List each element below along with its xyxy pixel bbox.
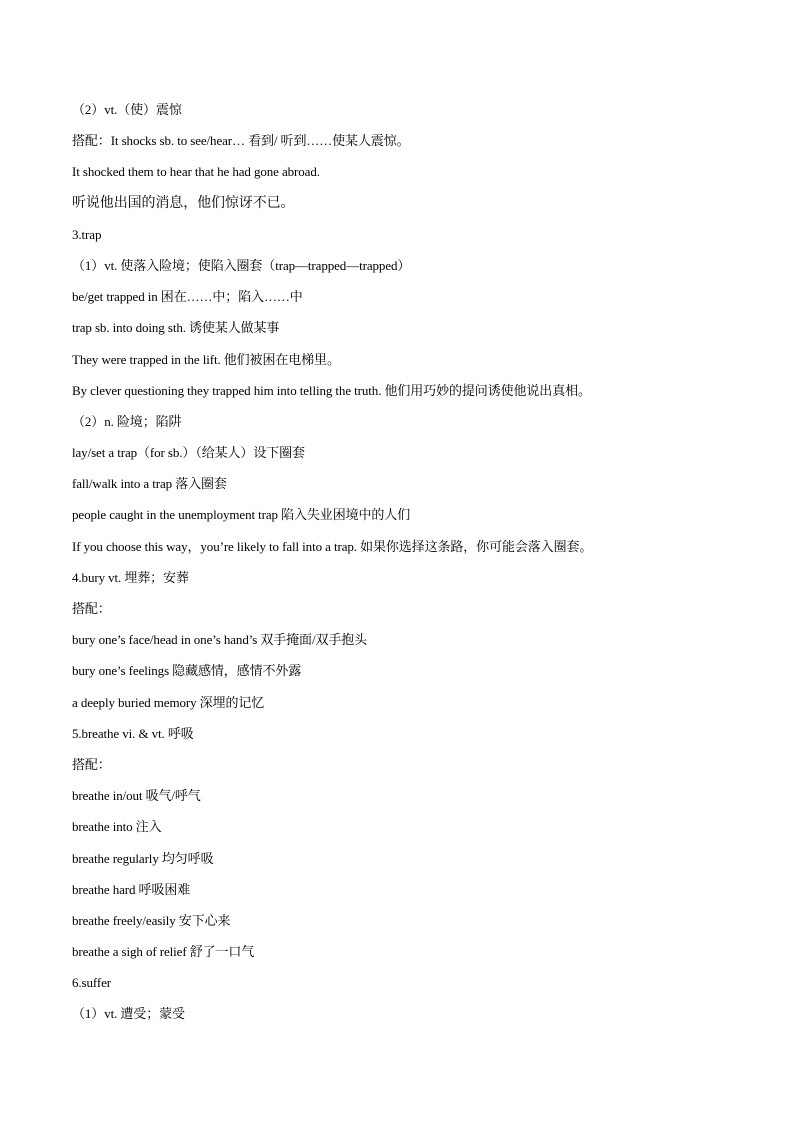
phrase-line: people caught in the unemployment trap 陷入失业困境中的人们 — [72, 507, 411, 523]
phrase-line: bury one’s feelings 隐藏感情，感情不外露 — [72, 663, 302, 679]
collocation-line: 搭配：It shocks sb. to see/hear… 看到/ 听到……使某人震惊。 — [72, 133, 410, 149]
sense-heading: （1）vt. 使落入险境；使陷入圈套（trap—trapped—trapped） — [72, 257, 411, 273]
phrase-line: breathe freely/easily 安下心来 — [72, 912, 231, 928]
collocation-label: 搭配： — [72, 601, 111, 616]
phrase-line: breathe in/out 吸气/呼气 — [72, 788, 201, 804]
example-sentence: It shocked them to hear that he had gone abroad. — [72, 164, 320, 180]
phrase-line: breathe a sigh of relief 舒了一口气 — [72, 944, 255, 960]
phrase-line: be/get trapped in 困在……中；陷入……中 — [72, 289, 303, 305]
example-sentence: If you choose this way，you’re likely to fall into a trap. 如果你选择这条路，你可能会落入圈套。 — [72, 538, 593, 554]
phrase-line: breathe hard 呼吸困难 — [72, 881, 191, 897]
phrase-line: breathe regularly 均匀呼吸 — [72, 850, 214, 866]
phrase-line: a deeply buried memory 深埋的记忆 — [72, 694, 265, 710]
sense-heading: （2）n. 险境；陷阱 — [72, 413, 182, 429]
phrase-line: breathe into 注入 — [72, 819, 162, 835]
text-body — [72, 99, 762, 1035]
example-sentence: By clever questioning they trapped him into telling the truth. 他们用巧妙的提问诱使他说出真相。 — [72, 382, 591, 398]
collocation-label: 搭配： — [72, 756, 111, 772]
example-translation: 听说他出国的消息，他们惊讶不已。 — [72, 195, 295, 211]
phrase-line: lay/set a trap（for sb.）（给某人）设下圈套 — [72, 445, 305, 461]
example-sentence: They were trapped in the lift. 他们被困在电梯里。 — [72, 351, 340, 367]
entry-heading-bury: 4.bury vt. 埋葬；安葬 — [72, 569, 189, 585]
entry-heading-trap: 3.trap — [72, 226, 102, 242]
entry-heading-breathe: 5.breathe vi. & vt. 呼吸 — [72, 725, 194, 741]
sense-heading: （1）vt. 遭受；蒙受 — [72, 1006, 185, 1022]
sense-heading: （2）vt.（使）震惊 — [72, 102, 182, 117]
phrase-line: fall/walk into a trap 落入圈套 — [72, 476, 227, 492]
phrase-line: trap sb. into doing sth. 诱使某人做某事 — [72, 320, 280, 336]
entry-heading-suffer: 6.suffer — [72, 975, 112, 991]
phrase-line: bury one’s face/head in one’s hand’s 双手掩面/双手抱头 — [72, 632, 368, 648]
